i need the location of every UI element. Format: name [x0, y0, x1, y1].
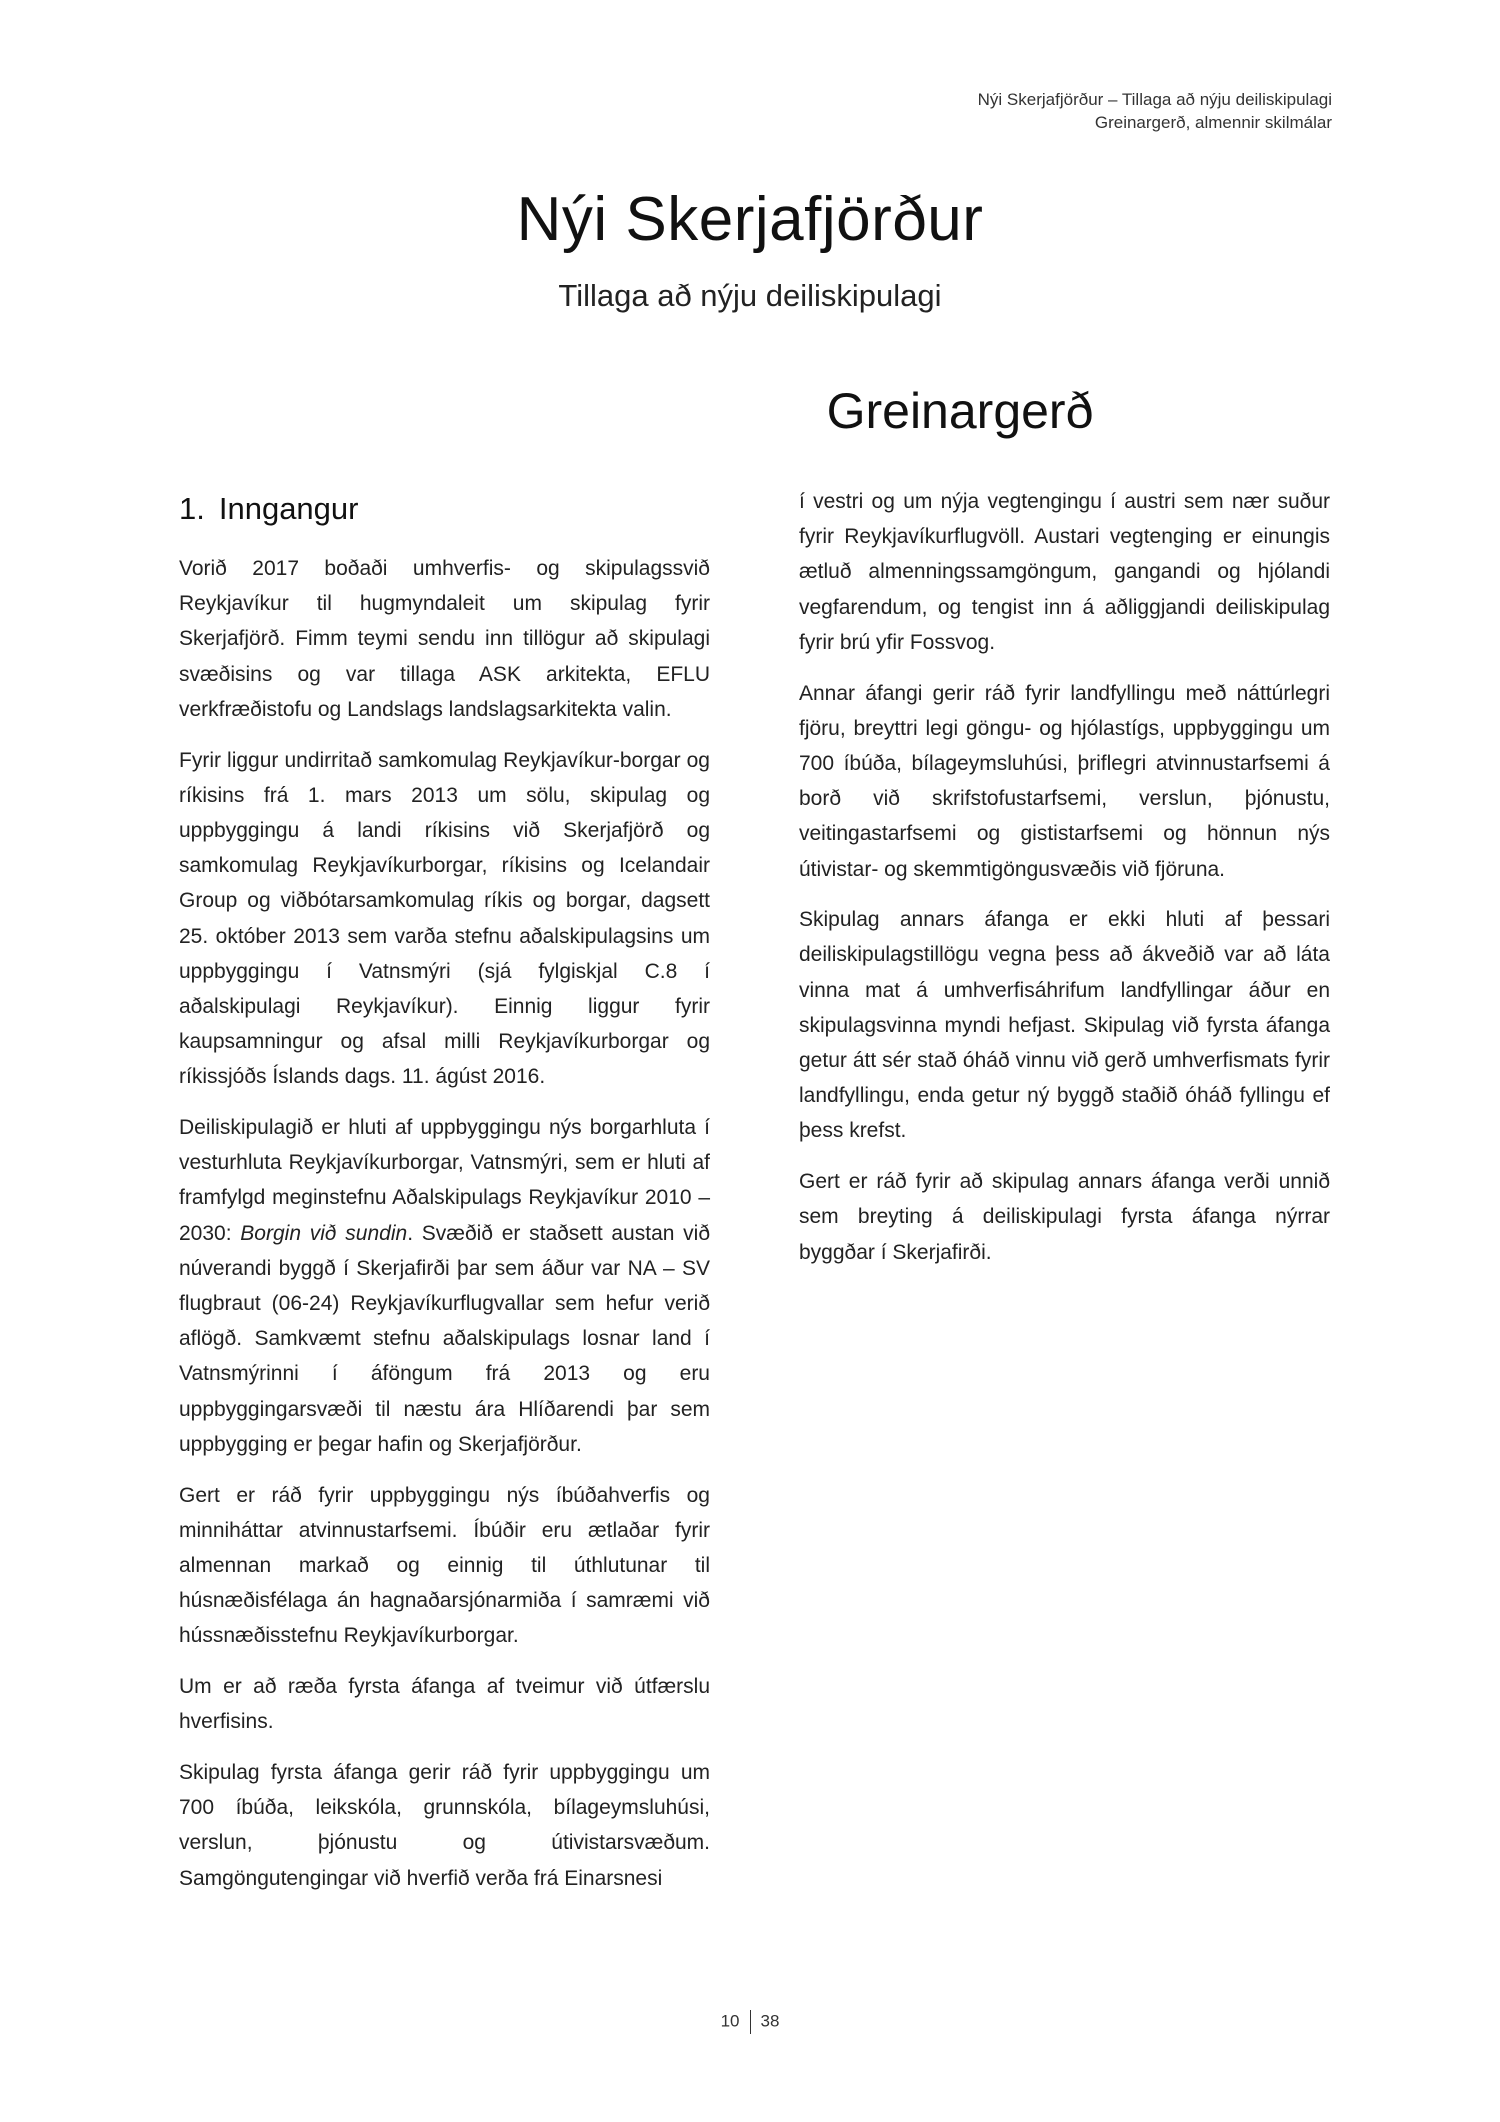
paragraph: Gert er ráð fyrir að skipulag annars áfanga verði unnið sem breyting á deiliskipulagi fyrsta áfanga nýrrar byggðar í Skerjafirði. — [799, 1170, 1330, 1264]
section-title: Greinargerð — [826, 383, 1094, 439]
paragraph: Annar áfangi gerir ráð fyrir landfyllingu með náttúrlegri fjöru, breyttri legi göngu- og hjólastígs, uppbyggingu um 700 íbúða, bílageymsluhúsi, þriflegri atvinnustarfsemi á borð við skrifstofustarfsemi, verslun, þjónustu, veitingastarfsemi og gististarfsemi og hönnun nýs útivistar- og skemmtigöngusvæðis við fjöruna. — [799, 681, 1330, 881]
paragraph: Vorið 2017 boðaði umhverfis- og skipulagssvið Reykjavíkur til hugmyndaleit um skipulag fyrir Skerjafjörð. Fimm teymi sendu inn tillögur að skipulagi svæðisins og var tillaga ASK arkitekta, EFLU verkfræðistofu og Landslags landslagsarkitekta valin. — [179, 557, 710, 721]
paragraph: í vestri og um nýja vegtengingu í austri sem nær suður fyrir Reykjavíkurflugvöll. Austari vegtenging er einungis ætluð almenningssamgöngum, gangandi og hjólandi vegfarendum, og tengist inn á aðliggjandi deiliskipulag fyrir brú yfir Fossvog. — [799, 490, 1330, 654]
page-number: 10 — [720, 2011, 740, 2031]
running-header-line1: Nýi Skerjafjörður – Tillaga að nýju deiliskipulagi — [977, 90, 1332, 109]
paragraph: Deiliskipulagið er hluti af uppbyggingu nýs borgarhluta í vesturhluta Reykjavíkurborgar, Vatnsmýri, sem er hluti af framfylgd meginstefnu Aðalskipulags Reykjavíkur 2010 – 2030: Borgin við sundin. Svæðið er staðsett austan við núverandi byggð í Skerjafirði þar sem áður var NA – SV flugbraut (06-24) Reykjavíkurflugvallar sem hefur verið aflögð. Samkvæmt stefnu aðalskipulags losnar land í Vatnsmýrinni í áföngum frá 2013 og eru uppbyggingarsvæði til næstu ára Hlíðarendi þar sem uppbygging er þegar hafin og Skerjafjörður. — [179, 1116, 711, 1456]
paragraph: Um er að ræða fyrsta áfanga af tveimur við útfærslu hverfisins. — [179, 1675, 710, 1734]
paragraph: Gert er ráð fyrir uppbyggingu nýs íbúðahverfis og minniháttar atvinnustarfsemi. Íbúðir eru ætlaðar fyrir almennan markað og einnig til úthlutunar til húsnæðisfélaga án hagnaðarsjónarmiða í samræmi við hússnæðisstefnu Reykjavíkurborgar. — [179, 1483, 710, 1648]
chapter-number: 1. — [179, 491, 205, 526]
paragraph: Skipulag annars áfanga er ekki hluti af þessari deiliskipulagstillögu vegna þess að ákveðið var að láta vinna mat á umhverfisáhrifum landfyllingar áður en skipulagsvinna myndi hefjast. Skipulag við fyrsta áfanga getur átt sér stað óháð vinnu við gerð umhverfismats fyrir landfyllingu, enda getur ný byggð staðið óháð fyllingu ef þess krefst. — [799, 908, 1330, 1143]
page-total: 38 — [760, 2011, 780, 2031]
document-subtitle: Tillaga að nýju deiliskipulagi — [558, 278, 942, 313]
running-header-line2: Greinargerð, almennir skilmálar — [1094, 113, 1332, 132]
running-header — [978, 88, 1332, 134]
plan-name-italic: Borgin við sundin — [240, 1221, 408, 1245]
left-column — [179, 484, 710, 1911]
page-number-separator — [750, 2010, 751, 2034]
chapter-title: Inngangur — [218, 491, 359, 526]
paragraph: Fyrir liggur undirritað samkomulag Reykjavíkur-borgar og ríkisins frá 1. mars 2013 um sölu, skipulag og uppbyggingu á landi ríkisins við Skerjafjörð og samkomulag Reykjavíkurborgar, ríkisins og Icelandair Group og viðbótarsamkomulag ríkis og borgar, dagsett 25. október 2013 sem varða stefnu aðalskipulagsins um uppbyggingu í Vatnsmýri (sjá fylgiskjal C.8 í aðalskipulagi Reykjavíkur). Einnig liggur fyrir kaupsamningur og afsal milli Reykjavíkurborgar og ríkissjóðs Íslands dags. 11. ágúst 2016. — [179, 748, 710, 1089]
right-column — [799, 484, 1330, 1285]
chapter-heading — [179, 489, 710, 529]
page-footer — [0, 2010, 1500, 2034]
paragraph: Skipulag fyrsta áfanga gerir ráð fyrir uppbyggingu um 700 íbúða, leikskóla, grunnskóla, bílageymsluhúsi, verslun, þjónustu og útivistarsvæðum. Samgöngutengingar við hverfið verða frá Einarsnesi — [179, 1761, 710, 1890]
document-title: Nýi Skerjafjörður — [516, 185, 984, 254]
